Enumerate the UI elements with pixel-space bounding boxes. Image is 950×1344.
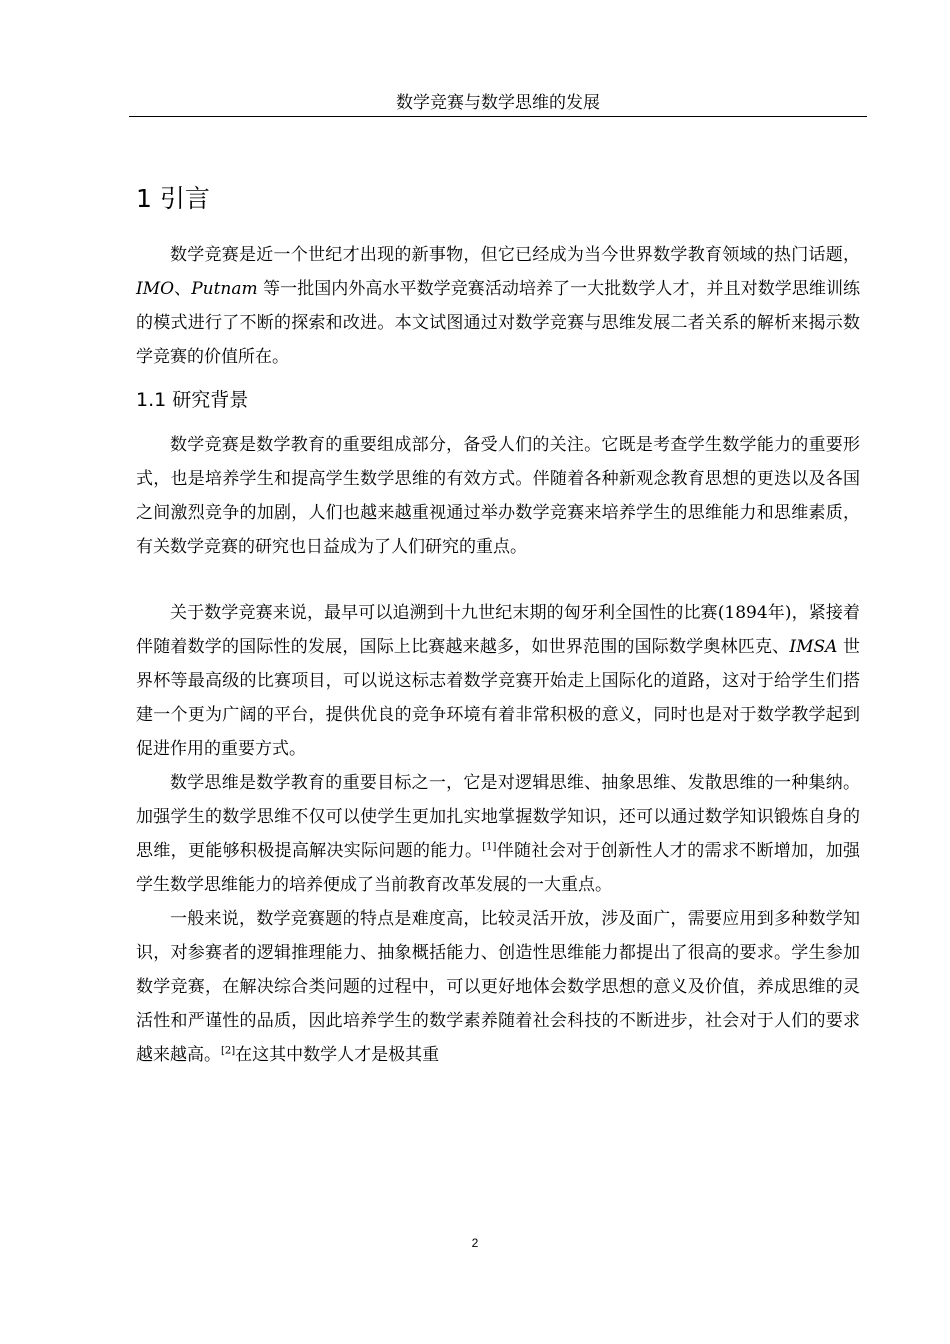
- paragraph-background-1: 数学竞赛是数学教育的重要组成部分，备受人们的关注。它既是考查学生数学能力的重要形式，也是培养学生和提高学生数学思维的有效方式。伴随着各种新观念教育思想的更迭以及各国之间激烈竞争的加剧，人们也越来越重视通过举办数学竞赛来培养学生的思维能力和思维素质，有关数学竞赛的研究也日益成为了人们研究的重点。: [136, 435, 860, 557]
- term-putnam: Putnam: [191, 279, 258, 299]
- citation-ref-1: [1]: [482, 841, 497, 853]
- paragraph-introduction: [136, 238, 860, 374]
- text-run: 一般来说，数学竞赛题的特点是难度高，比较灵活开放，涉及面广，需要应用到多种数学知识，对参赛者的逻辑推理能力、抽象概括能力、创造性思维能力都提出了很高的要求。学生参加数学竞赛，在解决综合类问题的过程中，可以更好地体会数学思想的意义及价值，养成思维的灵活性和严谨性的品质，因此培养学生的数学素养随着社会科技的不断进步，社会对于人们的要求越来越高。: [136, 909, 860, 1065]
- text-run: 、: [174, 279, 192, 299]
- paragraph-background-3: [136, 766, 860, 902]
- page-number: 2: [471, 1236, 479, 1250]
- text-run: 伴随社会对于创新性人才的需求不断增加，加强学生数学思维能力的培养便成了当前教育改革发展的一大重点。: [136, 841, 861, 895]
- paragraph-background-4: [136, 902, 860, 1072]
- text-run: 关于数学竞赛来说，最早可以追溯到十九世纪末期的匈牙利全国性的比赛(1894年)，紧接着伴随着数学的国际性的发展，国际上比赛越来越多，如世界范围的国际数学奥林匹克、: [136, 603, 860, 657]
- citation-ref-2: [2]: [221, 1045, 236, 1057]
- page-content: [136, 170, 860, 1072]
- text-run: 等一批国内外高水平数学竞赛活动培养了一大批数学人才，并且对数学思维训练的模式进行了不断的探索和改进。本文试图通过对数学竞赛与思维发展二者关系的解析来揭示数学竞赛的价值所在。: [136, 279, 861, 367]
- text-run: 在这其中数学人才是极其重: [235, 1045, 440, 1065]
- term-imsa: IMSA: [789, 637, 838, 657]
- header-rule: [129, 116, 867, 117]
- text-run: 数学思维是数学教育的重要目标之一，它是对逻辑思维、抽象思维、发散思维的一种集纳。加强学生的数学思维不仅可以使学生更加扎实地掌握数学知识，还可以通过数学知识锻炼自身的思维，更能够积极提高解决实际问题的能力。: [136, 773, 860, 861]
- running-header: 数学竞赛与数学思维的发展: [396, 93, 600, 113]
- section-heading-introduction: 1 引言: [136, 184, 210, 213]
- paragraph-background-2: [136, 596, 860, 766]
- term-imo: IMO: [136, 279, 175, 299]
- text-run: 世界杯等最高级的比赛项目，可以说这标志着数学竞赛开始走上国际化的道路，这对于给学生们搭建一个更为广阔的平台，提供优良的竞争环境有着非常积极的意义，同时也是对于数学教学起到促进作用的重要方式。: [136, 637, 861, 759]
- text-run: 数学竞赛是近一个世纪才出现的新事物，但它已经成为当今世界数学教育领域的热门话题，: [170, 245, 860, 265]
- subsection-heading-background: 1.1 研究背景: [136, 389, 249, 411]
